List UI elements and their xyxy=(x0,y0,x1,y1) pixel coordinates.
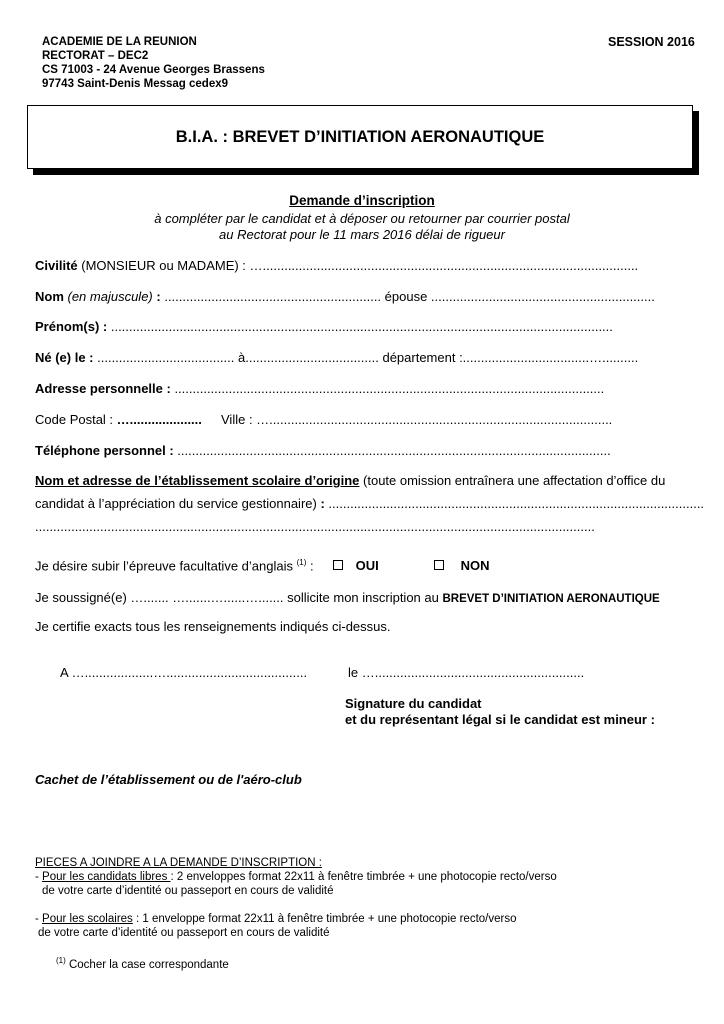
etablissement-line-2-text: candidat à l’appréciation du service gestionnaire) xyxy=(35,496,317,511)
header-line-2: RECTORAT – DEC2 xyxy=(42,50,149,62)
pieces-libres-line-2: de votre carte d’identité ou passeport en cours de validité xyxy=(42,885,334,897)
telephone-field[interactable] xyxy=(35,443,611,458)
civilite-field[interactable] xyxy=(35,258,638,273)
adresse-field[interactable] xyxy=(35,381,604,396)
oui-label: OUI xyxy=(355,558,379,573)
title-box xyxy=(27,105,693,169)
pieces-scolaires xyxy=(35,913,516,925)
footnote xyxy=(56,956,229,971)
naissance-field[interactable] xyxy=(35,350,638,365)
prenom-dots: ........................................................................................................................................... xyxy=(107,319,613,334)
ville-dots: …............................................................................................... xyxy=(256,412,613,427)
form-heading: Demande d’inscription xyxy=(289,193,435,208)
code-postal-label: Code Postal : xyxy=(35,412,117,427)
pieces-libres-prefix: - xyxy=(35,871,43,883)
civilite-dots: (MONSIEUR ou MADAME) : …........................................................................................................ xyxy=(77,258,639,273)
signature-label-1: Signature du candidat xyxy=(345,696,482,711)
pieces-libres-label: Pour les candidats libres xyxy=(42,871,171,883)
non-option[interactable] xyxy=(434,558,490,573)
footnote-text: Cocher la case correspondante xyxy=(65,958,229,971)
soussigne-bold: BREVET D’INITIATION AERONAUTIQUE xyxy=(442,593,660,605)
naissance-dots: ...................................... à..................................... département :...................................….......... xyxy=(93,350,639,365)
cachet-label: Cachet de l’établissement ou de l'aéro-club xyxy=(35,772,302,787)
lieu-field[interactable]: A …...................…....................................... xyxy=(60,665,308,680)
nom-label: Nom xyxy=(35,289,64,304)
ville-field[interactable] xyxy=(221,412,612,427)
nom-sep: : xyxy=(152,289,161,304)
header-line-1: ACADEMIE DE LA REUNION xyxy=(42,36,197,48)
ville-label: Ville : xyxy=(221,412,257,427)
etablissement-field[interactable] xyxy=(35,473,665,488)
adresse-dots: ....................................................................................................................... xyxy=(170,381,605,396)
anglais-footnote-ref: (1) xyxy=(296,558,307,567)
prenom-label: Prénom(s) : xyxy=(35,319,108,334)
etablissement-label: Nom et adresse de l’établissement scolaire d’origine xyxy=(35,473,360,488)
prenom-field[interactable] xyxy=(35,319,613,334)
anglais-text: Je désire subir l’épreuve facultative d’anglais xyxy=(35,558,297,574)
anglais-sep: : xyxy=(306,558,314,574)
soussigne-line[interactable] xyxy=(35,590,660,605)
certification-text: Je certifie exacts tous les renseignements indiqués ci-dessus. xyxy=(35,619,391,634)
page-title: B.I.A. : BREVET D’INITIATION AERONAUTIQUE xyxy=(175,128,545,146)
pieces-scolaires-prefix: - xyxy=(35,913,43,925)
pieces-scolaires-label: Pour les scolaires xyxy=(42,913,133,925)
header-line-4: 97743 Saint-Denis Messag cedex9 xyxy=(42,78,229,90)
non-checkbox-icon[interactable] xyxy=(434,560,444,570)
etablissement-line-2[interactable] xyxy=(35,496,704,511)
nom-dots: ............................................................ épouse .............................................................. xyxy=(160,289,655,304)
oui-option[interactable] xyxy=(333,558,379,573)
etablissement-note: (toute omission entraînera une affectation d’office du xyxy=(359,473,666,488)
pieces-scolaires-text: : 1 enveloppe format 22x11 à fenêtre timbrée + une photocopie recto/verso xyxy=(132,913,517,925)
nom-hint: (en majuscule) xyxy=(63,289,153,304)
soussigne-text: Je soussigné(e) …....... ….......…......…....... sollicite mon inscription au xyxy=(35,590,443,605)
naissance-label: Né (e) le : xyxy=(35,350,94,365)
code-postal-field[interactable] xyxy=(35,412,202,427)
pieces-libres-text: : 2 enveloppes format 22x11 à fenêtre timbrée + une photocopie recto/verso xyxy=(170,871,557,883)
telephone-label: Téléphone personnel : xyxy=(35,443,174,458)
nom-field[interactable] xyxy=(35,289,655,304)
form-instructions-line-1: à compléter par le candidat et à déposer ou retourner par courrier postal xyxy=(154,211,570,226)
civilite-label: Civilité xyxy=(35,258,78,273)
etablissement-dots: ........................................................................................................ xyxy=(324,496,705,511)
pieces-heading: PIECES A JOINDRE A LA DEMANDE D’INSCRIPTION : xyxy=(35,857,322,869)
non-label: NON xyxy=(460,558,490,573)
code-postal-dots: ….................... xyxy=(116,412,202,427)
adresse-label: Adresse personnelle : xyxy=(35,381,171,396)
telephone-dots: ........................................................................................................................ xyxy=(173,443,611,458)
footnote-mark: (1) xyxy=(56,956,66,965)
pieces-scolaires-line-2: de votre carte d’identité ou passeport en cours de validité xyxy=(38,927,330,939)
session-label: SESSION 2016 xyxy=(608,35,695,49)
form-instructions-line-2: au Rectorat pour le 11 mars 2016 délai de rigueur xyxy=(219,227,505,242)
header-line-3: CS 71003 - 24 Avenue Georges Brassens xyxy=(42,64,265,76)
date-field[interactable]: le ….......................................................... xyxy=(348,665,585,680)
header-address xyxy=(42,35,265,91)
etablissement-line-3[interactable]: ........................................................................................................................................................... xyxy=(35,519,595,534)
signature-label-2: et du représentant légal si le candidat est mineur : xyxy=(345,712,655,727)
etablissement-sep: : xyxy=(316,496,325,511)
anglais-option xyxy=(35,558,314,573)
pieces-libres xyxy=(35,871,557,883)
oui-checkbox-icon[interactable] xyxy=(333,560,343,570)
